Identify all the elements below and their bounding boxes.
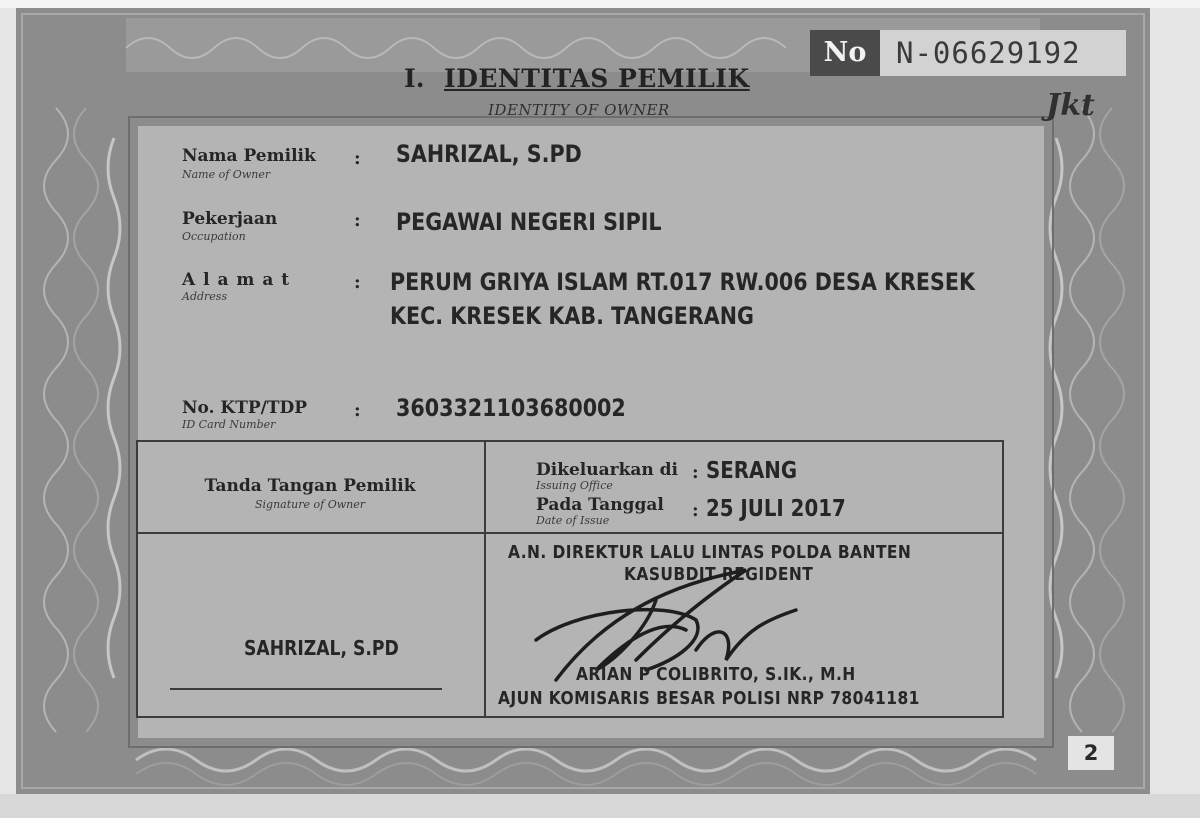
occupation-label: Pekerjaan bbox=[182, 209, 278, 229]
table-divider-vertical bbox=[484, 440, 486, 718]
issuing-office-value: SERANG bbox=[706, 458, 798, 484]
occupation-label-en: Occupation bbox=[182, 230, 246, 243]
issue-date-label-en: Date of Issue bbox=[536, 514, 610, 527]
section-number: I. bbox=[404, 64, 425, 93]
official-rank: AJUN KOMISARIS BESAR POLISI NRP 78041181 bbox=[498, 688, 920, 709]
address-label-en: Address bbox=[182, 290, 228, 303]
address-line-2: KEC. KRESEK KAB. TANGERANG bbox=[390, 302, 754, 330]
stamp-mark: Jkt bbox=[1046, 88, 1095, 123]
occupation-colon: : bbox=[354, 210, 361, 231]
scan-margin bbox=[0, 0, 1200, 8]
owner-signature-label-en: Signature of Owner bbox=[255, 498, 365, 511]
document-number: N-06629192 bbox=[880, 30, 1126, 76]
id-card-label: No. KTP/TDP bbox=[182, 398, 308, 418]
issue-date-value: 25 JULI 2017 bbox=[706, 496, 846, 522]
document-number-label: No bbox=[810, 30, 880, 76]
official-name: ARIAN P COLIBRITO, S.IK., M.H bbox=[576, 664, 856, 685]
address-colon: : bbox=[354, 272, 361, 293]
issuing-office-label: Dikeluarkan di bbox=[536, 460, 679, 480]
id-card-value: 3603321103680002 bbox=[396, 394, 626, 422]
issuing-office-colon: : bbox=[692, 462, 699, 483]
scan-margin-bottom bbox=[0, 794, 1200, 818]
owner-name-value: SAHRIZAL, S.PD bbox=[396, 140, 582, 168]
id-card-colon: : bbox=[354, 400, 361, 421]
page-number: 2 bbox=[1068, 736, 1114, 770]
section-title: IDENTITAS PEMILIK bbox=[444, 64, 750, 93]
address-line-1: PERUM GRIYA ISLAM RT.017 RW.006 DESA KRESEK bbox=[390, 268, 975, 296]
owner-signature-line bbox=[170, 688, 442, 690]
section-subtitle: IDENTITY OF OWNER bbox=[488, 101, 670, 119]
occupation-value: PEGAWAI NEGERI SIPIL bbox=[396, 208, 662, 236]
owner-signed-name: SAHRIZAL, S.PD bbox=[244, 636, 399, 660]
address-label: A l a m a t bbox=[182, 270, 291, 290]
owner-name-colon: : bbox=[354, 148, 361, 169]
owner-signature-label: Tanda Tangan Pemilik bbox=[204, 476, 416, 496]
issuing-office-label-en: Issuing Office bbox=[536, 479, 613, 492]
id-card-label-en: ID Card Number bbox=[182, 418, 276, 431]
owner-name-label-en: Name of Owner bbox=[182, 168, 271, 181]
issue-date-colon: : bbox=[692, 500, 699, 521]
table-divider-horizontal bbox=[136, 532, 1004, 534]
authority-line-1: A.N. DIREKTUR LALU LINTAS POLDA BANTEN bbox=[508, 542, 912, 563]
authority-line-2: KASUBDIT REGIDENT bbox=[624, 564, 814, 585]
issue-date-label: Pada Tanggal bbox=[536, 495, 664, 515]
owner-name-label: Nama Pemilik bbox=[182, 146, 316, 166]
